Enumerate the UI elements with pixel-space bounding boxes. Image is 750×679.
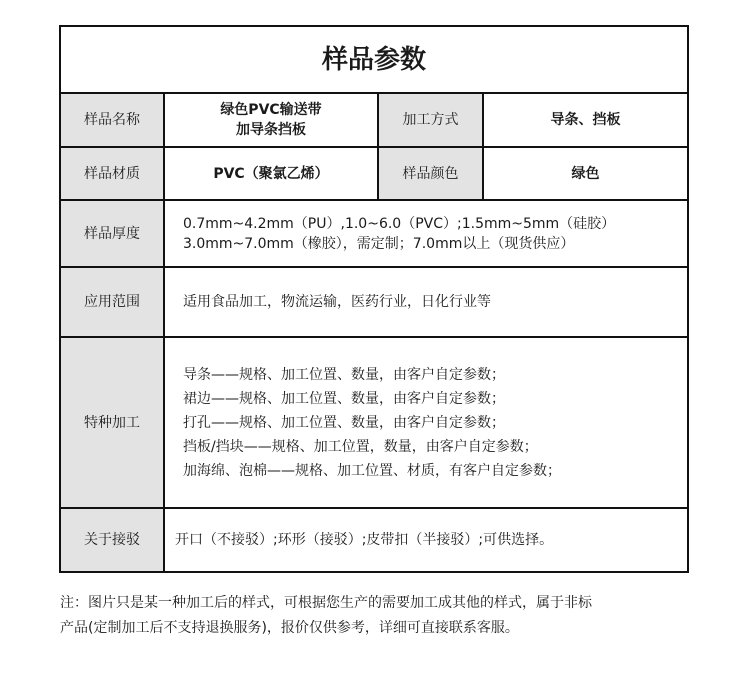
footnote-line-1: 注：图片只是某一种加工后的样式，可根据您生产的需要加工成其他的样式，属于非标 bbox=[60, 595, 592, 611]
value-sample-thickness bbox=[165, 201, 687, 268]
processing-line-skirt: 裙边——规格、加工位置、数量，由客户自定参数； bbox=[183, 390, 505, 407]
processing-line-sponge: 加海绵、泡棉——规格、加工位置、材质，有客户自定参数； bbox=[183, 462, 561, 479]
value-sample-material: PVC（聚氯乙烯） bbox=[165, 148, 379, 201]
label-application-scope: 应用范围 bbox=[61, 268, 165, 338]
processing-line-guide-strip: 导条——规格、加工位置、数量，由客户自定参数； bbox=[183, 366, 505, 383]
label-sample-name: 样品名称 bbox=[61, 94, 165, 148]
value-special-processing bbox=[165, 338, 687, 509]
processing-line-baffle: 挡板/挡块——规格、加工位置，数量，由客户自定参数； bbox=[183, 438, 538, 455]
footnote-line-2: 产品(定制加工后不支持退换服务)，报价仅供参考，详细可直接联系客服。 bbox=[60, 620, 519, 636]
label-processing-method: 加工方式 bbox=[379, 94, 484, 148]
label-splicing: 关于接驳 bbox=[61, 509, 165, 571]
value-processing-method: 导条、挡板 bbox=[484, 94, 687, 148]
value-sample-name-line-2: 加导条挡板 bbox=[236, 122, 306, 138]
value-application-scope: 适用食品加工，物流运输，医药行业，日化行业等 bbox=[165, 268, 687, 338]
label-sample-thickness: 样品厚度 bbox=[61, 201, 165, 268]
thickness-line-2: 3.0mm~7.0mm（橡胶），需定制；7.0mm以上（现货供应） bbox=[183, 235, 575, 252]
label-sample-color: 样品颜色 bbox=[379, 148, 484, 201]
table-title: 样品参数 bbox=[61, 27, 687, 94]
processing-line-punching: 打孔——规格、加工位置、数量，由客户自定参数； bbox=[183, 414, 505, 431]
value-sample-name bbox=[165, 94, 379, 148]
label-special-processing: 特种加工 bbox=[61, 338, 165, 509]
value-splicing: 开口（不接驳）;环形（接驳）;皮带扣（半接驳）;可供选择。 bbox=[175, 532, 554, 548]
label-sample-material: 样品材质 bbox=[61, 148, 165, 201]
value-sample-name-line-1: 绿色PVC输送带 bbox=[220, 102, 322, 118]
footnote bbox=[60, 591, 700, 641]
value-sample-color: 绿色 bbox=[484, 148, 687, 201]
thickness-line-1: 0.7mm~4.2mm（PU）,1.0~6.0（PVC）;1.5mm~5mm（硅胶） bbox=[183, 215, 616, 232]
sample-parameters-table bbox=[59, 25, 689, 573]
